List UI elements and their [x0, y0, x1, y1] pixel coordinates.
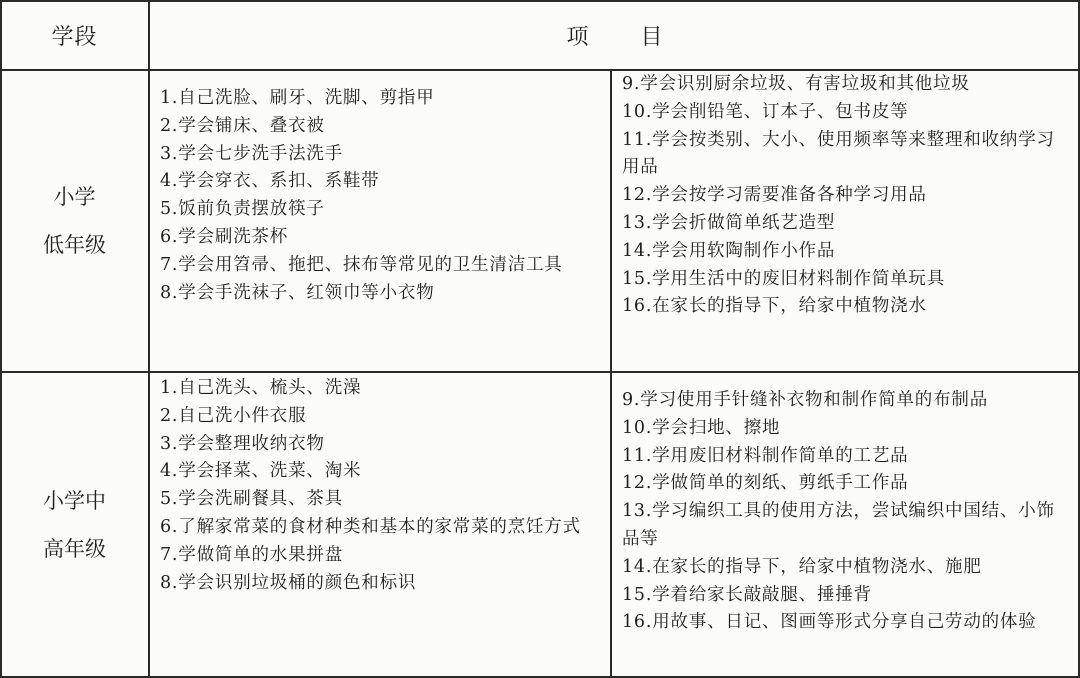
list-item: 5.学会洗刷餐具、茶具 — [160, 489, 343, 510]
items-column-divider-2 — [610, 372, 612, 678]
list-item: 9.学习使用手针缝补衣物和制作简单的布制品 — [622, 390, 988, 410]
header-stage-label: 学段 — [51, 24, 98, 50]
list-item: 2.学会铺床、叠衣被 — [160, 115, 325, 136]
list-item: 14.学会用软陶制作小作品 — [622, 240, 836, 261]
items-cell-lower-left — [160, 85, 605, 307]
list-item: 1.自己洗头、梳头、洗澡 — [160, 378, 362, 398]
list-item: 2.自己洗小件衣服 — [160, 405, 307, 426]
list-item: 8.学会识别垃圾桶的颜色和标识 — [160, 572, 417, 593]
list-item: 1.自己洗脸、刷牙、洗脚、剪指甲 — [160, 88, 435, 108]
items-column-divider-1 — [610, 70, 612, 372]
list-item: 10.学会扫地、擦地 — [622, 417, 781, 438]
list-item: 4.学会穿衣、系扣、系鞋带 — [160, 171, 380, 192]
list-item: 12.学会按学习需要准备各种学习用品 — [622, 185, 927, 206]
list-item: 6.学会刷洗茶杯 — [160, 226, 289, 247]
list-item: 11.学用废旧材料制作简单的工艺品 — [622, 445, 909, 466]
list-item: 5.饭前负责摆放筷子 — [160, 199, 325, 220]
list-item: 11.学会按类别、大小、使用频率等来整理和收纳学习用品 — [622, 129, 1055, 178]
header-stage — [0, 0, 149, 70]
stage-label-line1: 小学中 — [43, 488, 106, 513]
list-item: 16.用故事、日记、图画等形式分享自己劳动的体验 — [622, 612, 1037, 633]
list-item: 6.了解家常菜的食材种类和基本的家常菜的烹饪方式 — [160, 516, 581, 537]
list-item: 14.在家长的指导下，给家中植物浇水、施肥 — [622, 556, 982, 577]
list-item: 15.学着给家长敲敲腿、捶捶背 — [622, 584, 872, 605]
list-item: 13.学会折做简单纸艺造型 — [622, 212, 836, 233]
stage-label-line1: 小学 — [53, 185, 96, 209]
section-divider — [0, 371, 1080, 373]
list-item: 13.学习编织工具的使用方法，尝试编织中国结、小饰品等 — [622, 501, 1055, 549]
list-item: 7.学做简单的水果拼盘 — [160, 544, 343, 565]
list-item: 10.学会削铅笔、订本子、包书皮等 — [622, 101, 909, 122]
list-item: 4.学会择菜、洗菜、淘米 — [160, 461, 362, 482]
items-cell-upper-right — [622, 387, 1072, 637]
items-cell-lower-right — [622, 71, 1072, 321]
stage-cell-lower — [0, 71, 149, 371]
list-item: 3.学会七步洗手法洗手 — [160, 143, 343, 164]
items-cell-upper-left — [160, 375, 605, 597]
stage-label-line2: 低年级 — [43, 233, 106, 257]
list-item: 15.学用生活中的废旧材料制作简单玩具 — [622, 268, 946, 289]
stage-cell-upper — [0, 373, 149, 676]
list-item: 16.在家长的指导下，给家中植物浇水 — [622, 296, 927, 317]
list-item: 9.学会识别厨余垃圾、有害垃圾和其他垃圾 — [622, 74, 970, 94]
header-items-label: 项目 — [566, 24, 715, 50]
header-items — [149, 0, 1080, 70]
list-item: 7.学会用笤帚、拖把、抹布等常见的卫生清洁工具 — [160, 254, 563, 275]
list-item: 8.学会手洗袜子、红领巾等小衣物 — [160, 282, 435, 303]
list-item: 3.学会整理收纳衣物 — [160, 433, 325, 454]
stage-label-line2: 高年级 — [43, 536, 106, 561]
list-item: 12.学做简单的刻纸、剪纸手工作品 — [622, 473, 909, 494]
